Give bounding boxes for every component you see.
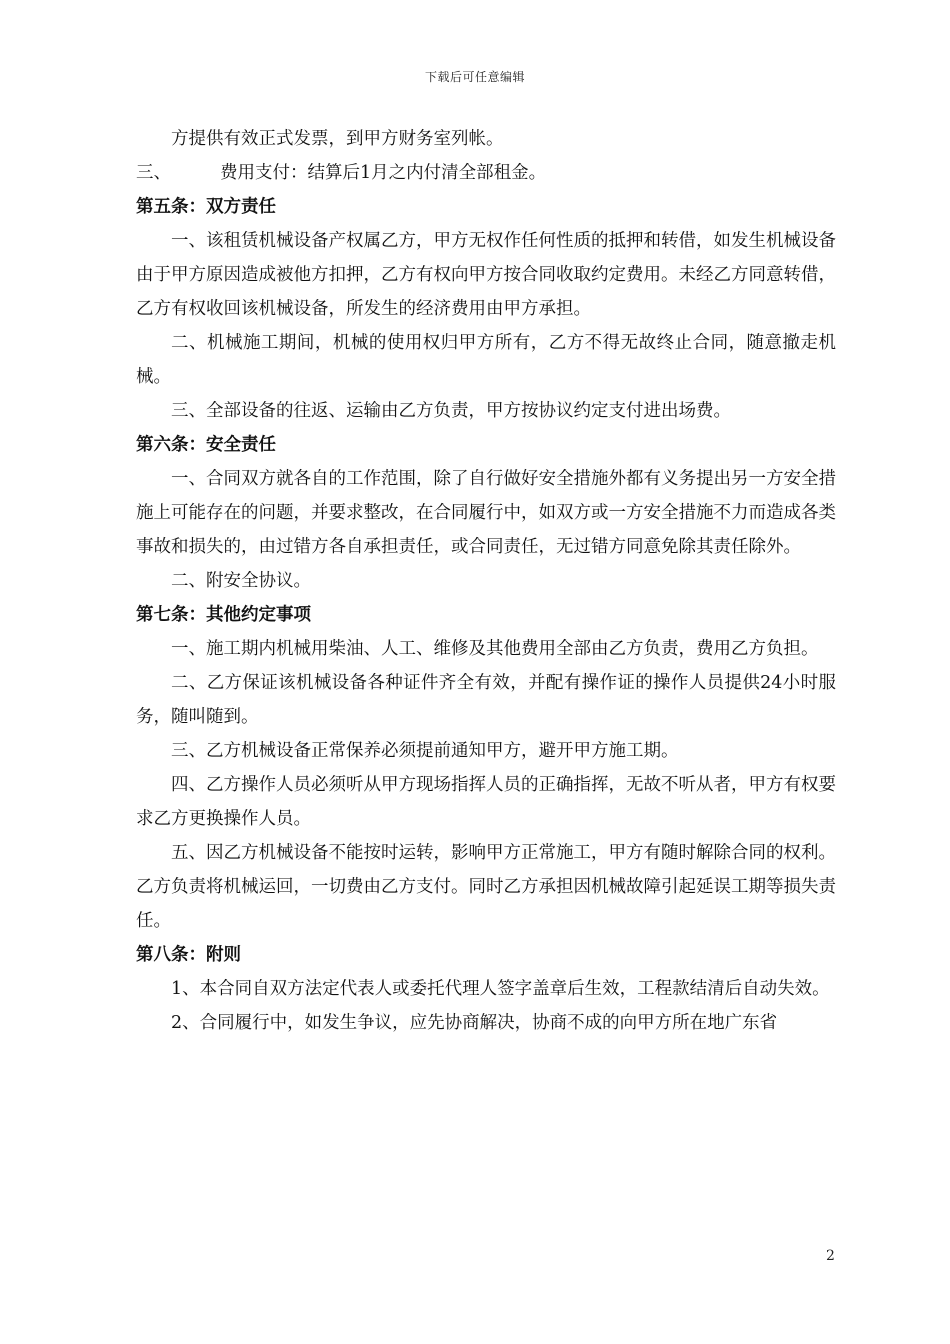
- paragraph: 四、乙方操作人员必须听从甲方现场指挥人员的正确指挥，无故不听从者，甲方有权要求乙方更换操作人员。: [136, 775, 836, 829]
- page-number: 2: [826, 1248, 835, 1264]
- paragraph: 一、施工期内机械用柴油、人工、维修及其他费用全部由乙方负责，费用乙方负担。: [171, 639, 819, 659]
- paragraph: 五、因乙方机械设备不能按时运转，影响甲方正常施工，甲方有随时解除合同的权利。乙方负责将机械运回，一切费由乙方支付。同时乙方承担因机械故障引起延误工期等损失责任。: [136, 843, 836, 931]
- paragraph: 二、附安全协议。: [171, 571, 311, 591]
- numbered-line: [136, 156, 836, 190]
- paragraph: 二、乙方保证该机械设备各种证件齐全有效，并配有操作证的操作人员提供24小时服务，随叫随到。: [136, 673, 836, 727]
- article-heading: 第六条：安全责任: [136, 435, 276, 455]
- paragraph: 一、该租赁机械设备产权属乙方，甲方无权作任何性质的抵押和转借，如发生机械设备由于甲方原因造成被他方扣押，乙方有权向甲方按合同收取约定费用。未经乙方同意转借，乙方有权收回该机械设备，所发生的经济费用由甲方承担。: [136, 231, 836, 319]
- paragraph: 1、本合同自双方法定代表人或委托代理人签字盖章后生效，工程款结清后自动失效。: [171, 979, 830, 999]
- header-note: 下载后可任意编辑: [424, 70, 525, 84]
- paragraph: 三、全部设备的往返、运输由乙方负责，甲方按协议约定支付进出场费。: [171, 401, 731, 421]
- paragraph: 2、合同履行中，如发生争议，应先协商解决，协商不成的向甲方所在地广东省: [171, 1013, 778, 1033]
- paragraph: 三、乙方机械设备正常保养必须提前通知甲方，避开甲方施工期。: [171, 741, 679, 761]
- paragraph: 一、合同双方就各自的工作范围，除了自行做好安全措施外都有义务提出另一方安全措施上可能存在的问题，并要求整改，在合同履行中，如双方或一方安全措施不力而造成各类事故和损失的，由过错方各自承担责任，或合同责任，无过错方同意免除其责任除外。: [136, 469, 836, 557]
- article-heading: 第七条：其他约定事项: [136, 605, 311, 625]
- document-body: [136, 122, 836, 1040]
- paragraph: 二、机械施工期间，机械的使用权归甲方所有，乙方不得无故终止合同，随意撤走机械。: [136, 333, 836, 387]
- item-number: 三、: [136, 163, 171, 183]
- article-heading: 第八条：附则: [136, 945, 241, 965]
- item-text: 费用支付：结算后1月之内付清全部租金。: [220, 163, 547, 183]
- paragraph: 方提供有效正式发票，到甲方财务室列帐。: [171, 129, 504, 149]
- article-heading: 第五条：双方责任: [136, 197, 276, 217]
